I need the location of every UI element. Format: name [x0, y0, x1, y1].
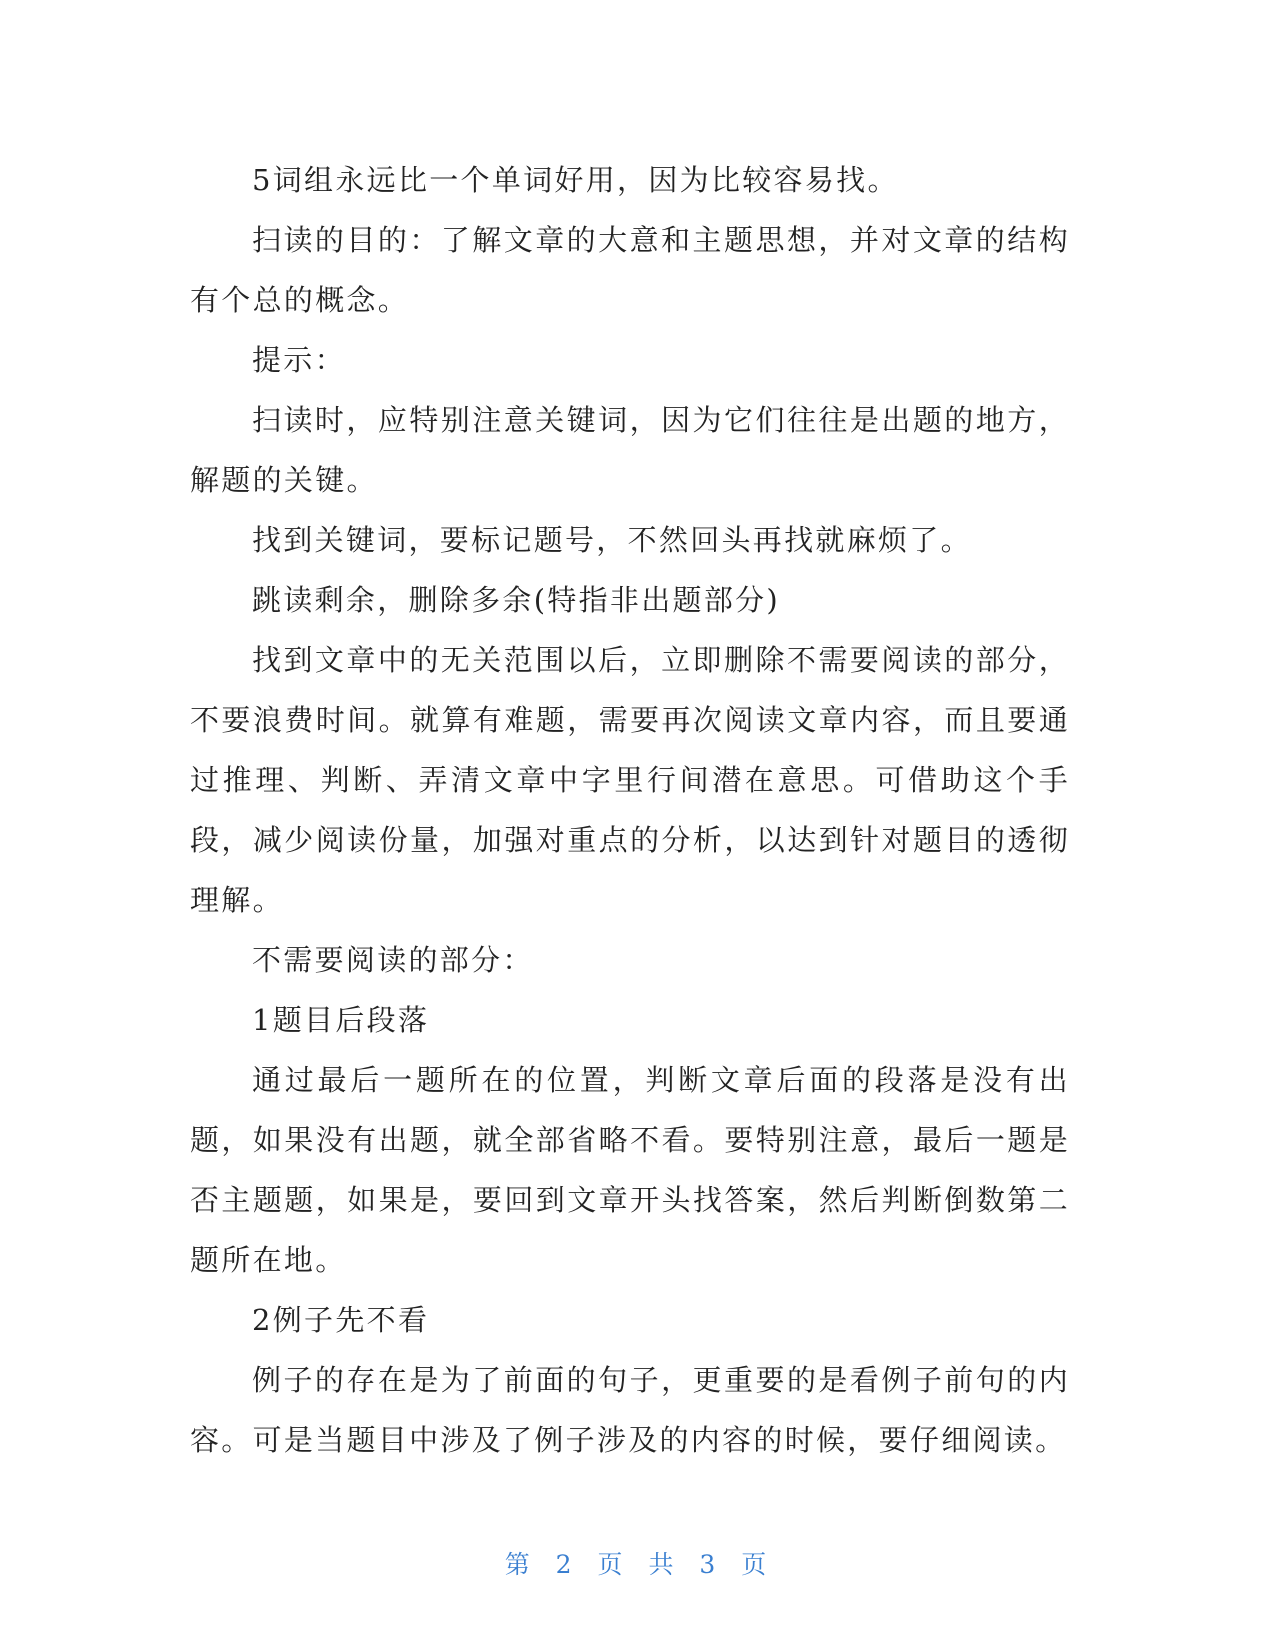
paragraph: 跳读剩余，删除多余(特指非出题部分): [252, 583, 781, 617]
paragraph: 2例子先不看: [252, 1303, 430, 1337]
document-body: [190, 150, 1070, 1470]
paragraph: 找到关键词，要标记题号，不然回头再找就麻烦了。: [252, 523, 972, 557]
paragraph: 5词组永远比一个单词好用，因为比较容易找。: [252, 163, 899, 197]
paragraph: 1题目后段落: [252, 1003, 430, 1037]
paragraph: 找到文章中的无关范围以后，立即删除不需要阅读的部分，不要浪费时间。就算有难题，需要再次阅读文章内容，而且要通过推理、判断、弄清文章中字里行间潜在意思。可借助这个手段，减少阅读份量，加强对重点的分析，以达到针对题目的透彻理解。: [190, 643, 1070, 917]
paragraph: 扫读时，应特别注意关键词，因为它们往往是出题的地方，解题的关键。: [190, 403, 1070, 497]
paragraph: 提示：: [252, 343, 346, 377]
paragraph: 通过最后一题所在的位置，判断文章后面的段落是没有出题，如果没有出题，就全部省略不看。要特别注意，最后一题是否主题题，如果是，要回到文章开头找答案，然后判断倒数第二题所在地。: [190, 1063, 1070, 1277]
paragraph: 例子的存在是为了前面的句子，更重要的是看例子前句的内容。可是当题目中涉及了例子涉及的内容的时候，要仔细阅读。: [190, 1363, 1070, 1457]
paragraph: 扫读的目的：了解文章的大意和主题思想，并对文章的结构有个总的概念。: [190, 223, 1070, 317]
paragraph: 不需要阅读的部分：: [252, 943, 534, 977]
page-number-footer: 第 2 页 共 3 页: [504, 1550, 771, 1579]
